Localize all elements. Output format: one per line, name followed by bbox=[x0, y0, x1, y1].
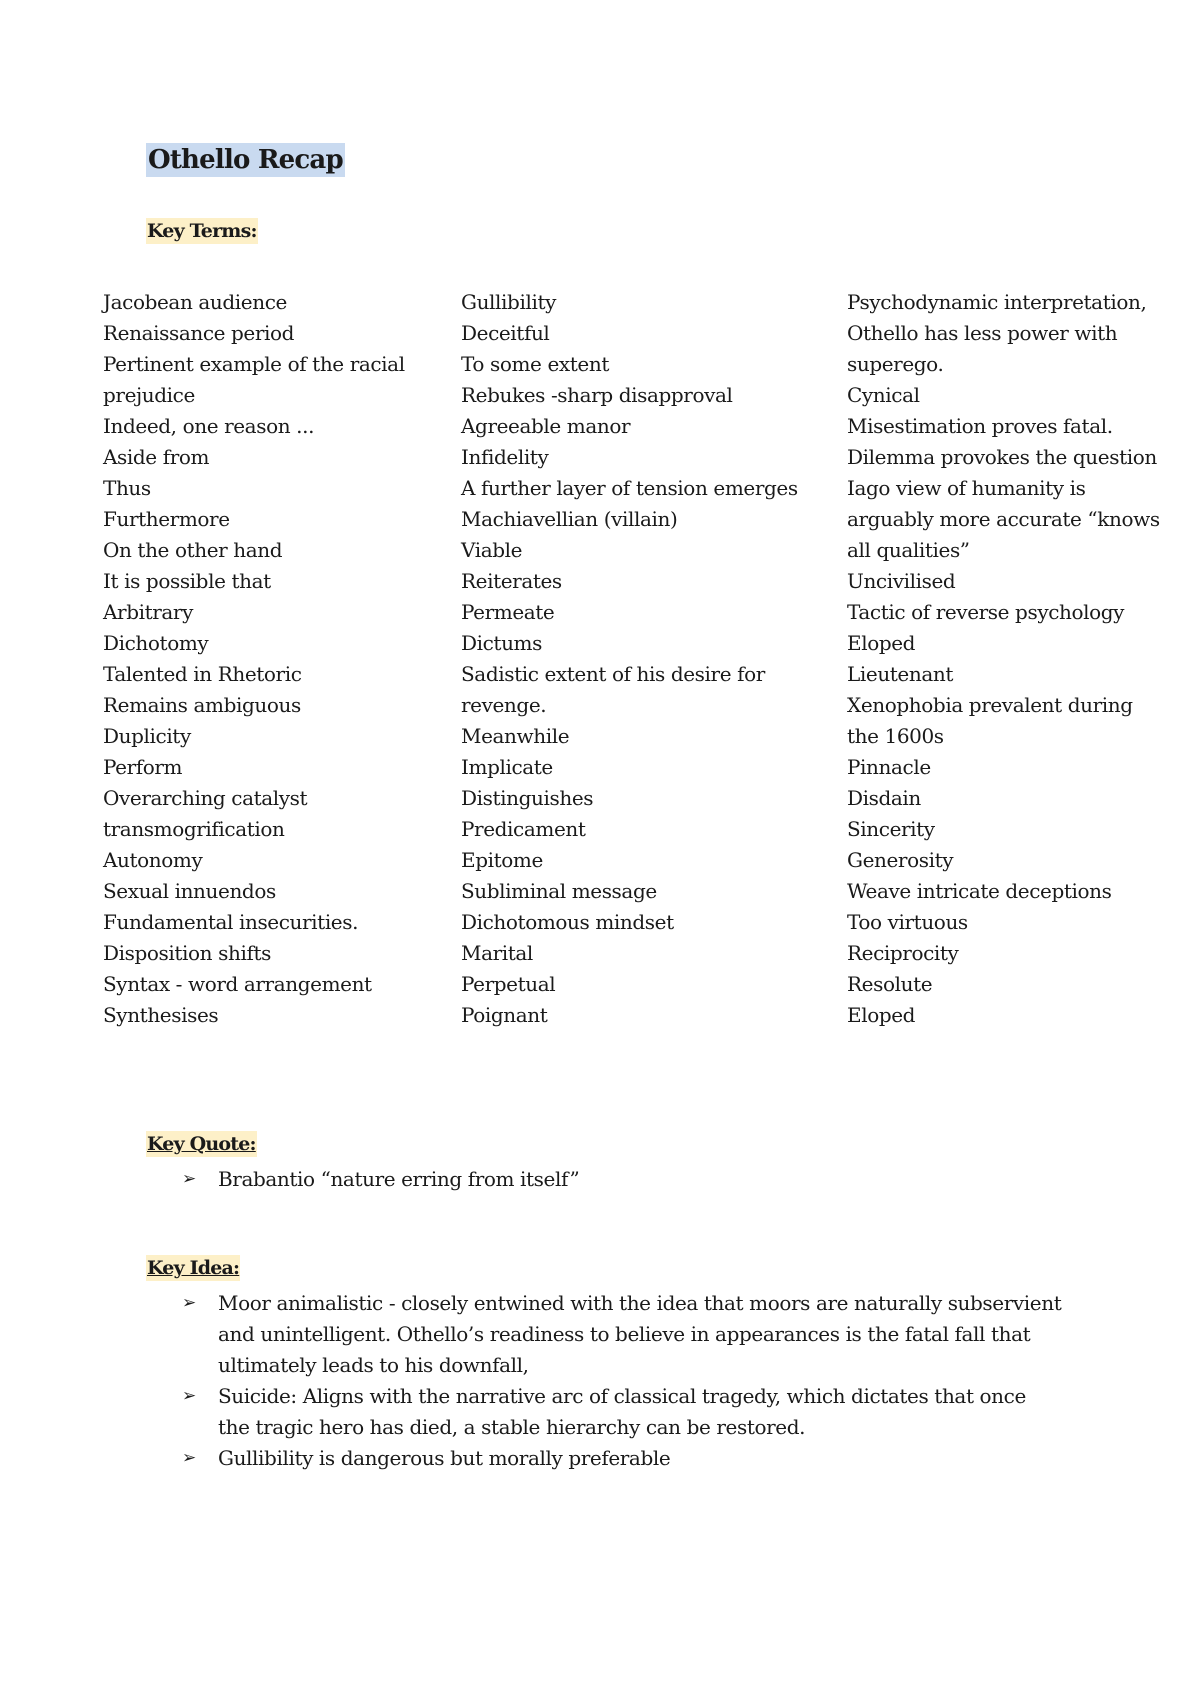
term-item: Sexual innuendos bbox=[103, 879, 276, 903]
arrow-bullet-icon: ➢ bbox=[182, 1386, 196, 1406]
term-item: Furthermore bbox=[103, 507, 230, 531]
term-item: Reciprocity bbox=[847, 941, 959, 965]
term-item: Dichotomous mindset bbox=[461, 910, 674, 934]
term-item: Weave intricate deceptions bbox=[847, 879, 1112, 903]
term-item: Dilemma provokes the question bbox=[847, 445, 1157, 469]
term-item: Syntax - word arrangement bbox=[103, 972, 372, 996]
key-idea-list bbox=[182, 1288, 1062, 1474]
term-item: Sincerity bbox=[847, 817, 935, 841]
term-item: Cynical bbox=[847, 383, 920, 407]
term-item: Indeed, one reason ... bbox=[103, 414, 315, 438]
term-item: Implicate bbox=[461, 755, 553, 779]
term-item: transmogrification bbox=[103, 817, 285, 841]
term-item: Deceitful bbox=[461, 321, 550, 345]
term-item: Gullibility bbox=[461, 290, 556, 314]
term-item: Lieutenant bbox=[847, 662, 953, 686]
term-item: Misestimation proves fatal. bbox=[847, 414, 1113, 438]
term-item: superego. bbox=[847, 352, 944, 376]
bullet-text: Brabantio “nature erring from itself” bbox=[218, 1167, 580, 1191]
term-item: Predicament bbox=[461, 817, 586, 841]
term-item: revenge. bbox=[461, 693, 547, 717]
term-item: prejudice bbox=[103, 383, 195, 407]
term-item: Thus bbox=[103, 476, 151, 500]
term-item: Infidelity bbox=[461, 445, 549, 469]
term-item: all qualities” bbox=[847, 538, 970, 562]
list-item bbox=[182, 1381, 1062, 1443]
term-item: Dichotomy bbox=[103, 631, 209, 655]
term-item: Marital bbox=[461, 941, 533, 965]
term-item: Agreeable manor bbox=[461, 414, 631, 438]
key-terms-column-1 bbox=[103, 287, 443, 1031]
term-item: Aside from bbox=[103, 445, 210, 469]
term-item: A further layer of tension emerges bbox=[461, 476, 798, 500]
term-item: Arbitrary bbox=[103, 600, 193, 624]
term-item: To some extent bbox=[461, 352, 609, 376]
term-item: Psychodynamic interpretation, bbox=[847, 290, 1147, 314]
page-title: Othello Recap bbox=[148, 145, 343, 175]
term-item: Meanwhile bbox=[461, 724, 570, 748]
term-item: Talented in Rhetoric bbox=[103, 662, 302, 686]
term-item: the 1600s bbox=[847, 724, 944, 748]
key-terms-heading: Key Terms: bbox=[147, 220, 257, 242]
term-item: Synthesises bbox=[103, 1003, 219, 1027]
term-item: Pertinent example of the racial bbox=[103, 352, 405, 376]
term-item: Permeate bbox=[461, 600, 555, 624]
key-idea-heading: Key Idea: bbox=[147, 1257, 240, 1279]
arrow-bullet-icon: ➢ bbox=[182, 1448, 196, 1468]
term-item: Rebukes -sharp disapproval bbox=[461, 383, 733, 407]
term-item: Generosity bbox=[847, 848, 954, 872]
key-quote-heading: Key Quote: bbox=[147, 1133, 256, 1155]
term-item: Uncivilised bbox=[847, 569, 956, 593]
term-item: Machiavellian (villain) bbox=[461, 507, 678, 531]
term-item: Autonomy bbox=[103, 848, 203, 872]
key-terms-column-3 bbox=[847, 287, 1182, 1031]
term-item: Pinnacle bbox=[847, 755, 931, 779]
term-item: Iago view of humanity is bbox=[847, 476, 1086, 500]
term-item: Dictums bbox=[461, 631, 542, 655]
arrow-bullet-icon: ➢ bbox=[182, 1293, 196, 1313]
term-item: Reiterates bbox=[461, 569, 562, 593]
term-item: Distinguishes bbox=[461, 786, 594, 810]
term-item: Xenophobia prevalent during bbox=[847, 693, 1133, 717]
list-item bbox=[182, 1443, 1062, 1474]
key-quote-list bbox=[182, 1164, 1062, 1195]
bullet-text: Moor animalistic - closely entwined with the idea that moors are naturally subservient and unintelligent. Othello’s readiness to believe in appearances is the fatal fall that ultimately leads to his downfall, bbox=[218, 1291, 1062, 1377]
term-item: Too virtuous bbox=[847, 910, 968, 934]
term-item: Subliminal message bbox=[461, 879, 657, 903]
term-item: Eloped bbox=[847, 631, 916, 655]
term-item: Fundamental insecurities. bbox=[103, 910, 359, 934]
term-item: It is possible that bbox=[103, 569, 271, 593]
term-item: Resolute bbox=[847, 972, 933, 996]
term-item: Disposition shifts bbox=[103, 941, 271, 965]
arrow-bullet-icon: ➢ bbox=[182, 1169, 196, 1189]
term-item: Disdain bbox=[847, 786, 921, 810]
term-item: Jacobean audience bbox=[103, 290, 287, 314]
list-item bbox=[182, 1288, 1062, 1381]
term-item: Remains ambiguous bbox=[103, 693, 301, 717]
term-item: Epitome bbox=[461, 848, 543, 872]
term-item: Viable bbox=[461, 538, 523, 562]
term-item: Poignant bbox=[461, 1003, 548, 1027]
key-terms-column-2 bbox=[461, 287, 841, 1031]
term-item: Eloped bbox=[847, 1003, 916, 1027]
term-item: Renaissance period bbox=[103, 321, 295, 345]
term-item: Perform bbox=[103, 755, 183, 779]
bullet-text: Suicide: Aligns with the narrative arc of classical tragedy, which dictates that once the tragic hero has died, a stable hierarchy can be restored. bbox=[218, 1384, 1026, 1439]
term-item: Overarching catalyst bbox=[103, 786, 308, 810]
term-item: Othello has less power with bbox=[847, 321, 1118, 345]
term-item: Duplicity bbox=[103, 724, 191, 748]
term-item: Sadistic extent of his desire for bbox=[461, 662, 765, 686]
term-item: Tactic of reverse psychology bbox=[847, 600, 1125, 624]
term-item: arguably more accurate “knows bbox=[847, 507, 1160, 531]
list-item bbox=[182, 1164, 1062, 1195]
term-item: On the other hand bbox=[103, 538, 283, 562]
term-item: Perpetual bbox=[461, 972, 556, 996]
bullet-text: Gullibility is dangerous but morally preferable bbox=[218, 1446, 671, 1470]
